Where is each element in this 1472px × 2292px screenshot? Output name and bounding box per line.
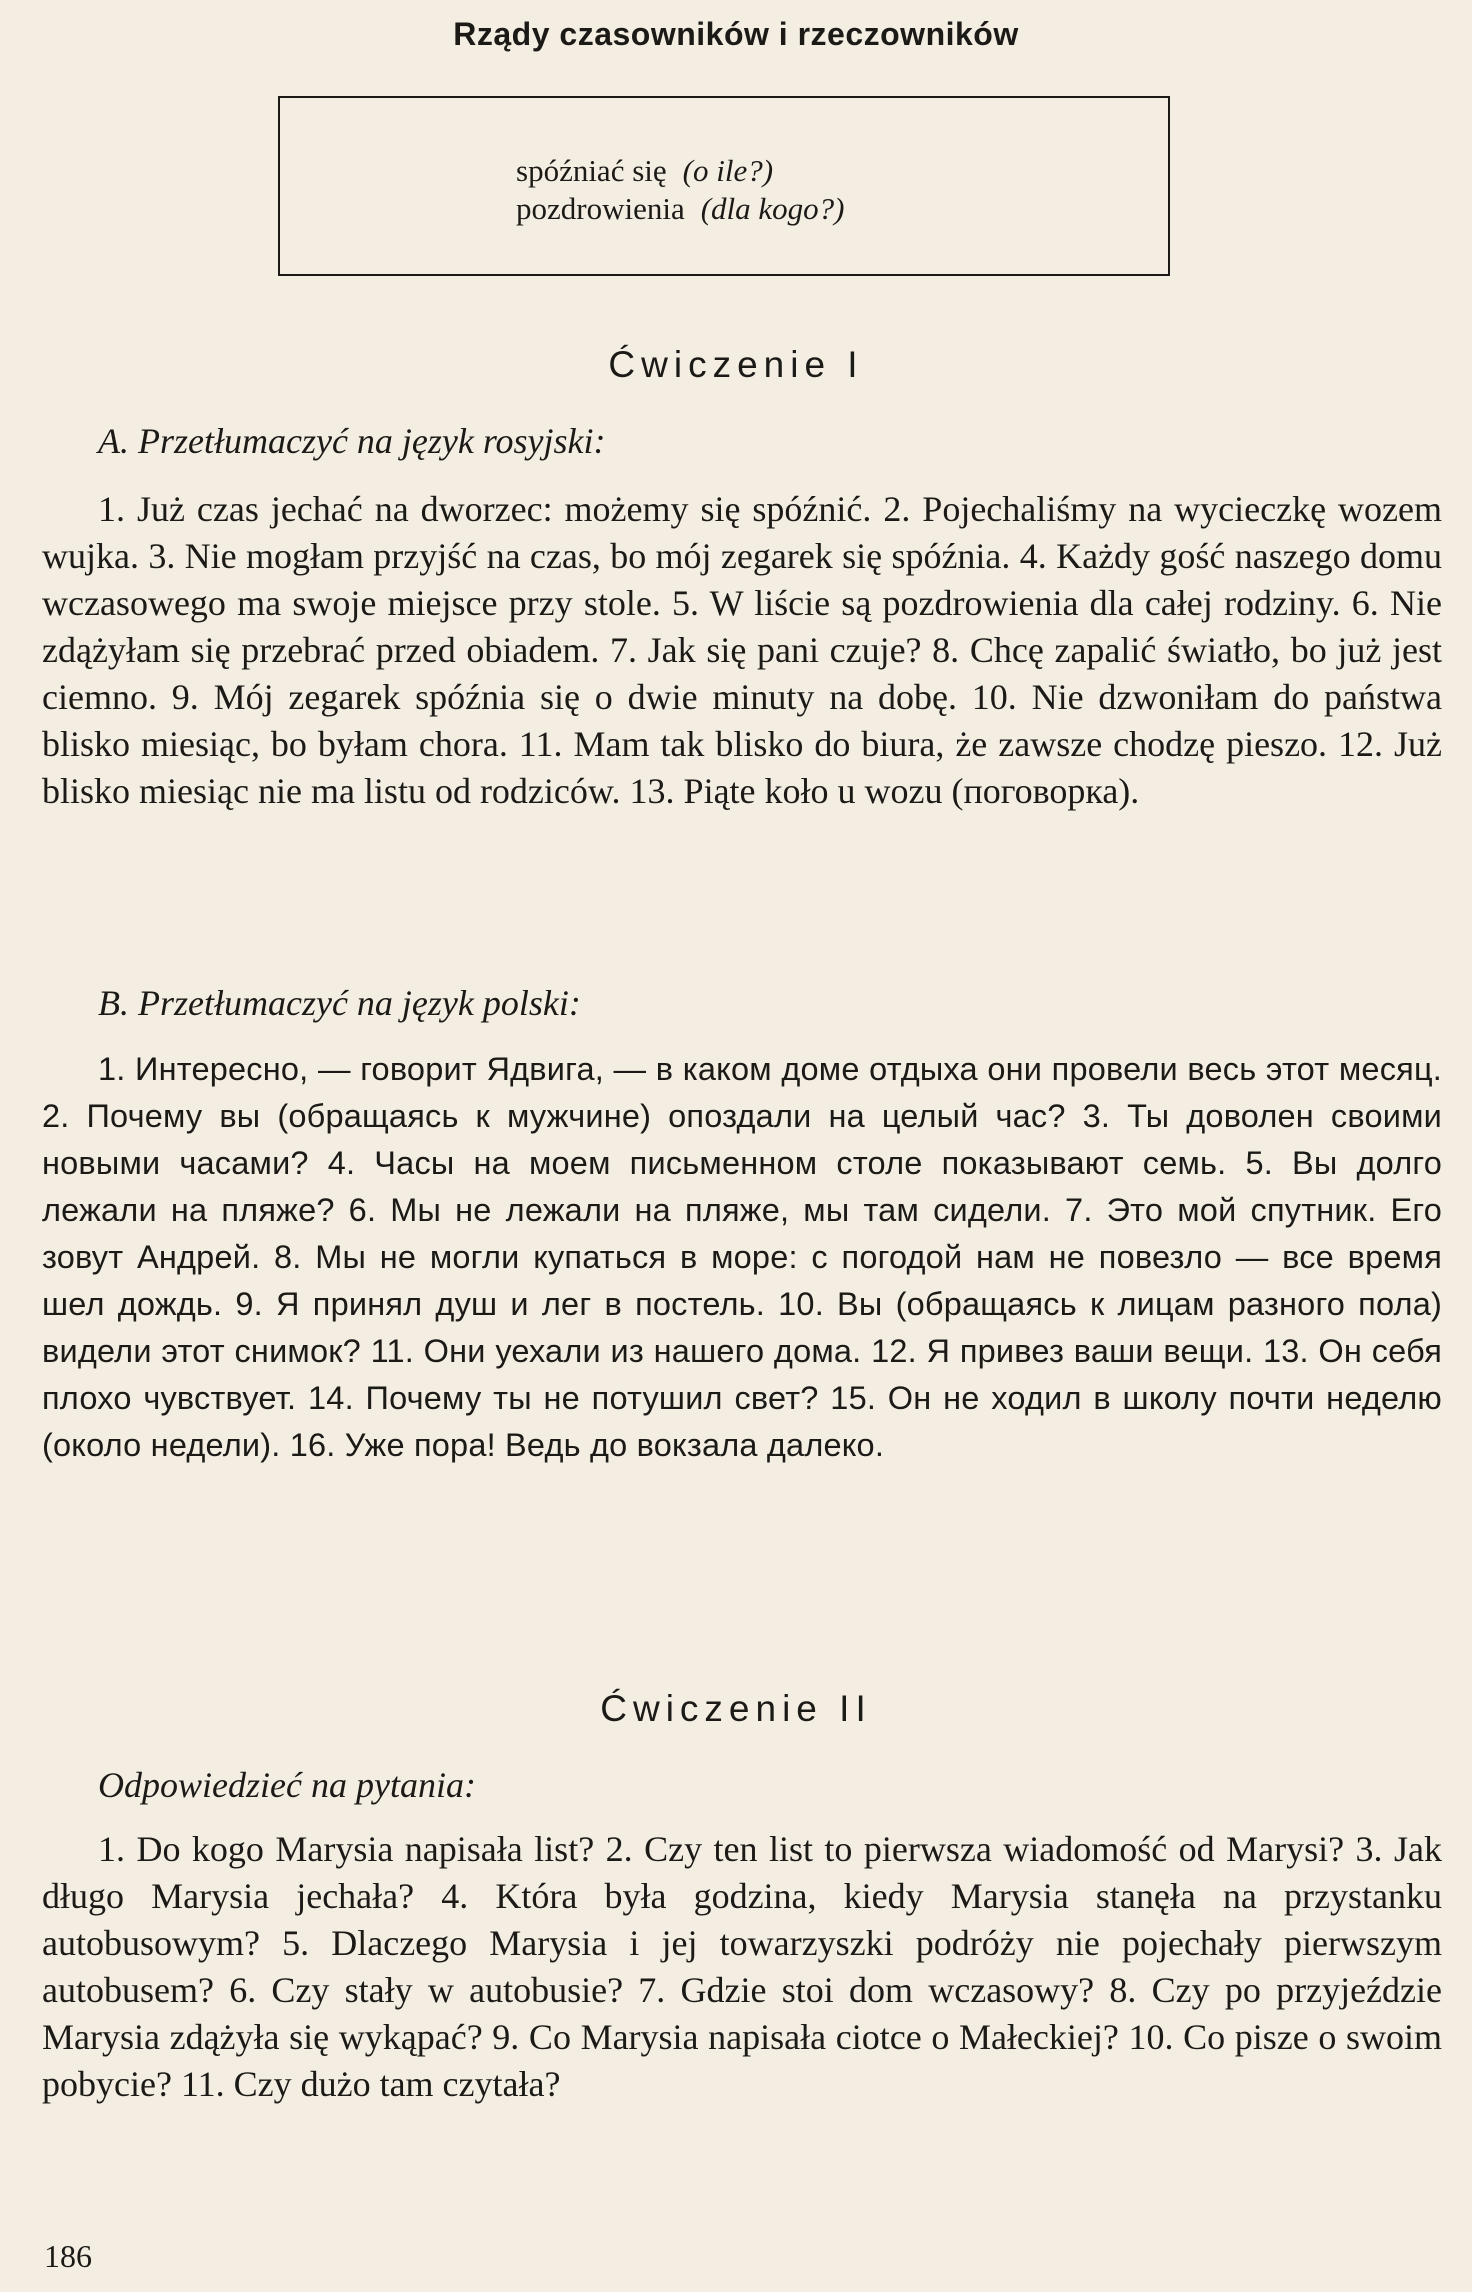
exercise-2-text: 1. Do kogo Marysia napisała list? 2. Czy ten list to pierwsza wiadomość od Marysi? 3. Jak długo Marysia jechała? 4. Która była godzina, kiedy Marysia stanęła na przystanku autobusowym? 5. Dlaczego Marysia i jej towarzyszki podróży nie pojechały pierwszym autobusem? 6. Czy stały w autobusie? 7. Gdzie stoi dom wczasowy? 8. Czy po przyjeździe Marysia zdążyła się wykąpać? 9. Co Marysia napisała ciotce o Małeckiej? 10. Co pisze o swoim pobycie? 11. Czy dużo tam czytała?	[42, 1829, 1442, 2104]
exercise-1a-text: 1. Już czas jechać na dworzec: możemy się spóźnić. 2. Pojechaliśmy na wycieczkę wozem wujka. 3. Nie mogłam przyjść na czas, bo mój zegarek się spóźnia. 4. Każdy gość naszego domu wczasowego ma swoje miejsce przy stole. 5. W liście są pozdrowienia dla całej rodziny. 6. Nie zdążyłam się przebrać przed obiadem. 7. Jak się pani czuje? 8. Chcę zapalić światło, bo już jest ciemno. 9. Mój zegarek spóźnia się o dwie minuty na dobę. 10. Nie dzwoniłam do państwa blisko miesiąc, bo byłam chora. 11. Mam tak blisko do biura, że zawsze chodzę pieszo. 12. Już blisko miesiąc nie ma listu od rodziców. 13. Piąte koło u wozu (поговорка).	[42, 489, 1442, 811]
exercise-1b-label: B. Przetłumaczyć na język polski:	[98, 983, 581, 1023]
box-question: (dla kogo?)	[700, 191, 845, 226]
exercise-1-heading: Ćwiczenie I	[608, 344, 864, 385]
page-number: 186	[44, 2238, 92, 2274]
government-box	[278, 96, 1170, 276]
box-row	[516, 152, 845, 190]
box-question: (o ile?)	[682, 153, 774, 188]
exercise-2-heading: Ćwiczenie II	[600, 1688, 872, 1729]
box-word: pozdrowienia	[516, 191, 685, 226]
exercise-2-label: Odpowiedzieć na pytania:	[98, 1765, 476, 1805]
box-row	[516, 190, 845, 228]
exercise-1b-text: 1. Интересно, — говорит Ядвига, — в каком доме отдыха они провели весь этот месяц. 2. Почему вы (обращаясь к мужчине) опоздали на целый час? 3. Ты доволен своими новыми часами? 4. Часы на моем письменном столе показывают семь. 5. Вы долго лежали на пляже? 6. Мы не лежали на пляже, мы там сидели. 7. Это мой спутник. Его зовут Андрей. 8. Мы не могли купаться в море: с погодой нам не повезло — все время шел дождь. 9. Я принял душ и лег в постель. 10. Вы (обращаясь к лицам разного пола) видели этот снимок? 11. Они уехали из нашего дома. 12. Я привез ваши вещи. 13. Он себя плохо чувствует. 14. Почему ты не потушил свет? 15. Он не ходил в школу почти неделю (около недели). 16. Уже пора! Ведь до вокзала далеко.	[42, 1051, 1442, 1463]
exercise-1a-label: A. Przetłumaczyć na język rosyjski:	[98, 421, 606, 461]
box-word: spóźniać się	[516, 153, 667, 188]
government-box-content	[516, 152, 845, 228]
running-head: Rządy czasowników i rzeczowników	[453, 16, 1019, 52]
